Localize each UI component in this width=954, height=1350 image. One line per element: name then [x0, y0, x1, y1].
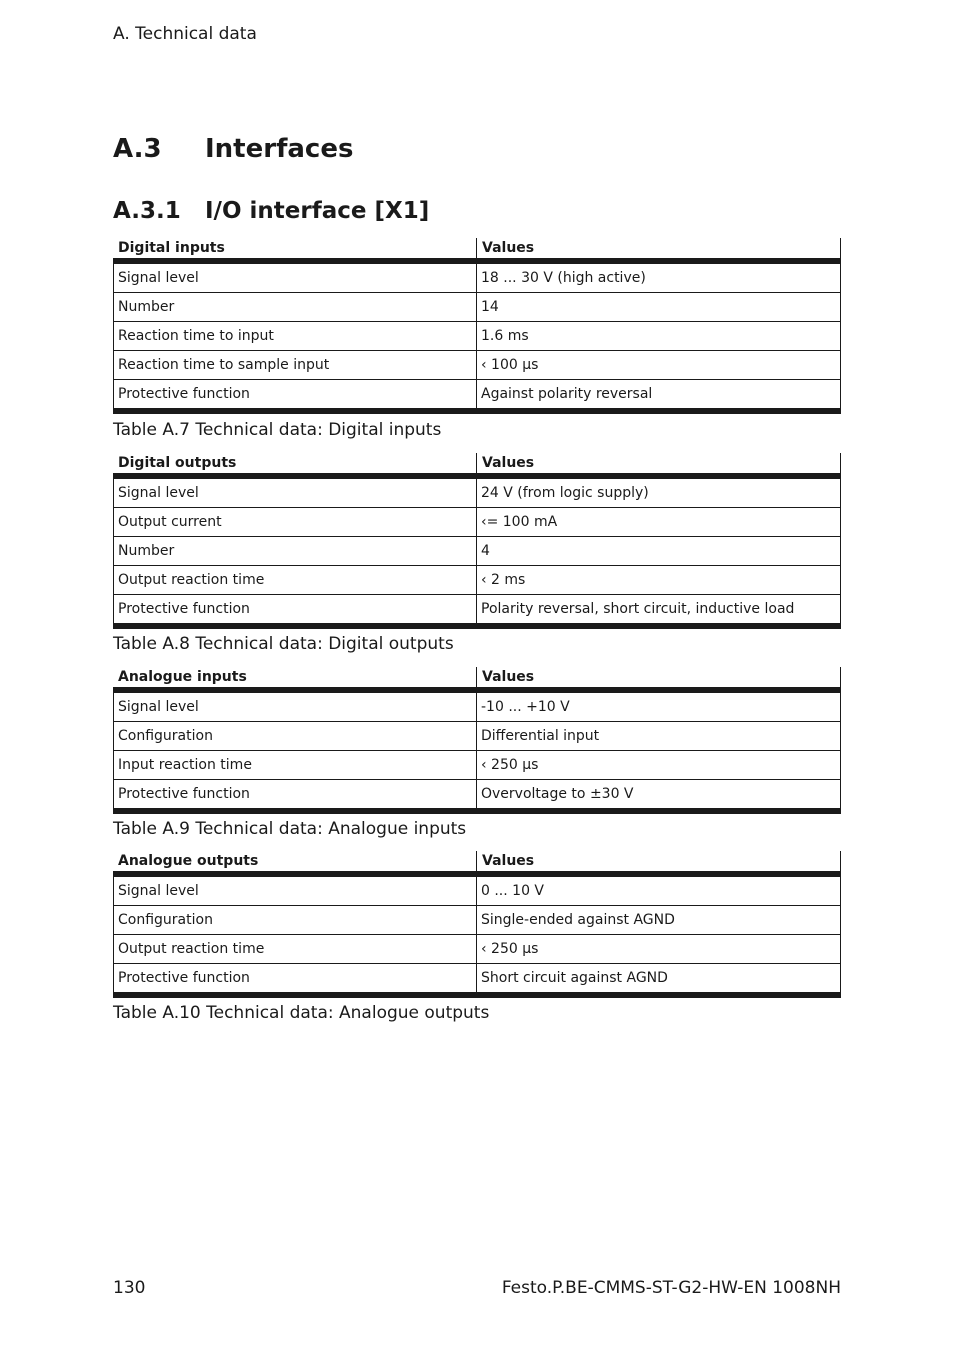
table-row [114, 507, 840, 536]
table-cell: Number [114, 293, 477, 321]
table-header [113, 453, 841, 479]
section-number: A.3 [113, 134, 162, 164]
table-row [114, 536, 840, 565]
table-cell: Number [114, 537, 477, 565]
table-row [114, 721, 840, 750]
table-row [114, 292, 840, 321]
table-row [114, 693, 840, 721]
table-caption: Table A.8 Technical data: Digital outputs [113, 634, 454, 654]
table-cell: Signal level [114, 877, 477, 905]
table-header-cell: Digital inputs [113, 238, 477, 258]
section-heading [113, 134, 353, 164]
table-caption: Table A.10 Technical data: Analogue outputs [113, 1003, 490, 1023]
table-row [114, 905, 840, 934]
table-cell: 14 [481, 299, 499, 315]
table-cell: Single-ended against AGND [481, 912, 675, 928]
table-cell: Differential input [481, 728, 600, 744]
table-cell: Input reaction time [114, 751, 477, 779]
section-title: Interfaces [205, 134, 354, 164]
table-header-cell: Values [477, 453, 841, 473]
table-cell: ‹ 2 ms [481, 572, 526, 588]
table-row [114, 963, 840, 992]
table-cell: Output current [114, 508, 477, 536]
table-header [113, 238, 841, 264]
table-caption: Table A.9 Technical data: Analogue inputs [113, 819, 467, 839]
table-cell: 1.6 ms [481, 328, 529, 344]
table-cell: Short circuit against AGND [481, 970, 668, 986]
table-row [114, 877, 840, 905]
table-row [114, 379, 840, 408]
document-id: Festo.P.BE-CMMS-ST-G2-HW-EN 1008NH [501, 1278, 841, 1298]
table-row [114, 350, 840, 379]
table-cell: Protective function [114, 380, 477, 408]
table-row [114, 934, 840, 963]
table-cell: Signal level [114, 479, 477, 507]
table-header-cell: Values [477, 238, 841, 258]
table-cell: ‹= 100 mA [481, 514, 558, 530]
table-cell: Signal level [114, 693, 477, 721]
table-cell: Polarity reversal, short circuit, inductive load [481, 601, 795, 617]
table-header [113, 667, 841, 693]
analogue-inputs-table [113, 667, 841, 814]
table-caption: Table A.7 Technical data: Digital inputs [113, 420, 442, 440]
table-row [114, 750, 840, 779]
running-header: A. Technical data [113, 24, 257, 44]
table-cell: Output reaction time [114, 566, 477, 594]
table-row [114, 594, 840, 623]
digital-outputs-table [113, 453, 841, 629]
page-number: 130 [113, 1278, 146, 1298]
table-cell: Protective function [114, 595, 477, 623]
table-cell: Protective function [114, 964, 477, 992]
table-header-cell: Digital outputs [113, 453, 477, 473]
table-row [114, 565, 840, 594]
table-row [114, 321, 840, 350]
table-cell: ‹ 250 µs [481, 941, 539, 957]
table-cell: Reaction time to input [114, 322, 477, 350]
table-header [113, 851, 841, 877]
table-header-cell: Values [477, 851, 841, 871]
table-cell: ‹ 250 µs [481, 757, 539, 773]
table-cell: 4 [481, 543, 490, 559]
table-cell: 0 ... 10 V [481, 883, 544, 899]
table-cell: Protective function [114, 780, 477, 808]
table-cell: Output reaction time [114, 935, 477, 963]
table-cell: 24 V (from logic supply) [481, 485, 649, 501]
subsection-heading [113, 198, 429, 224]
table-row [114, 264, 840, 292]
subsection-title: I/O interface [X1] [205, 198, 430, 224]
subsection-number: A.3.1 [113, 198, 181, 224]
table-header-cell: Analogue inputs [113, 667, 477, 687]
table-cell: Overvoltage to ±30 V [481, 786, 634, 802]
table-cell: Configuration [114, 906, 477, 934]
table-cell: Reaction time to sample input [114, 351, 477, 379]
table-cell: Signal level [114, 264, 477, 292]
table-row [114, 479, 840, 507]
table-cell: ‹ 100 µs [481, 357, 539, 373]
analogue-outputs-table [113, 851, 841, 998]
table-cell: 18 ... 30 V (high active) [481, 270, 646, 286]
table-cell: -10 ... +10 V [481, 699, 570, 715]
table-cell: Configuration [114, 722, 477, 750]
table-cell: Against polarity reversal [481, 386, 653, 402]
table-row [114, 779, 840, 808]
digital-inputs-table [113, 238, 841, 414]
table-header-cell: Values [477, 667, 841, 687]
table-header-cell: Analogue outputs [113, 851, 477, 871]
